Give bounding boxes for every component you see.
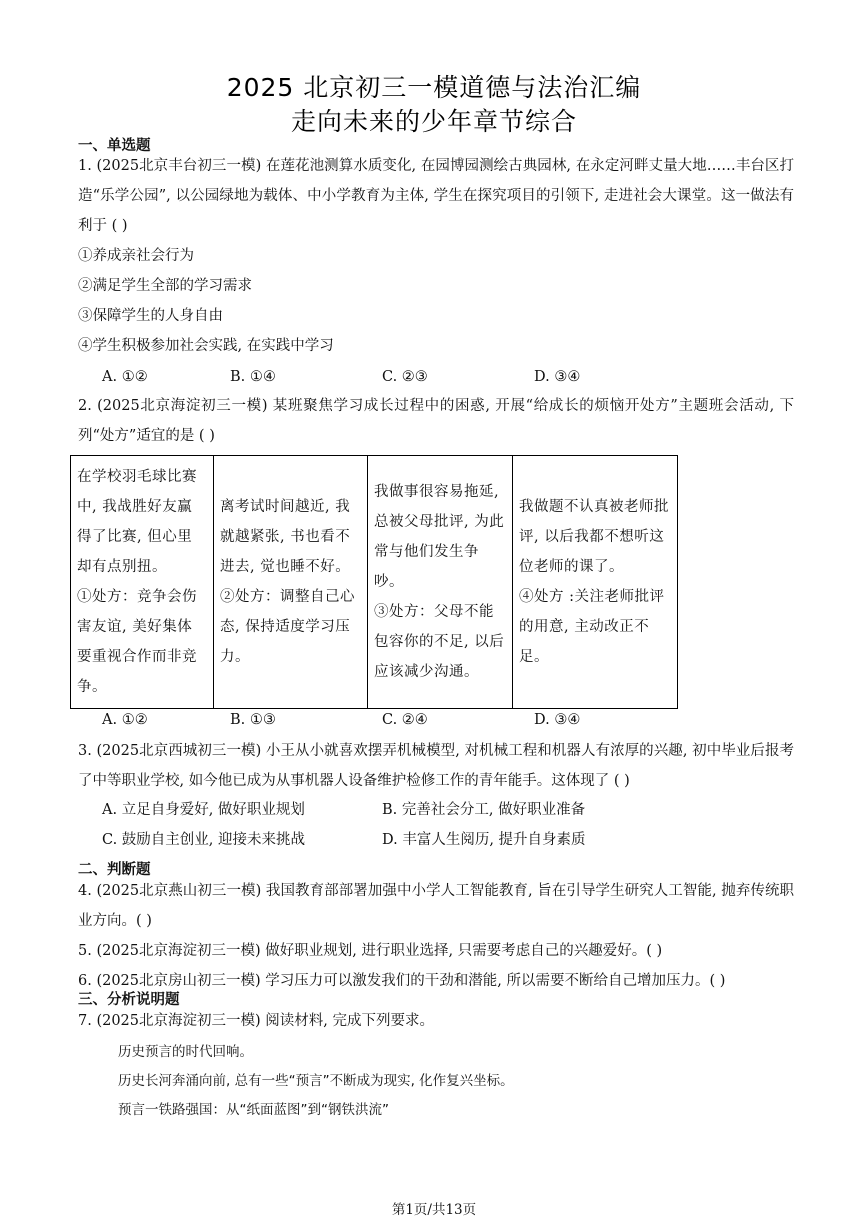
section-heading-analysis: 三、分析说明题 bbox=[78, 992, 180, 1008]
question-1-option-c: C. ②③ bbox=[382, 369, 428, 385]
cell-advice: ②处方：调整自己心态, 保持适度学习压力。 bbox=[220, 589, 355, 665]
question-3-option-d: D. 丰富人生阅历, 提升自身素质 bbox=[382, 832, 586, 848]
table-cell bbox=[368, 456, 513, 709]
question-2-option-b: B. ①③ bbox=[230, 712, 276, 728]
question-1-item: ①养成亲社会行为 bbox=[78, 248, 194, 264]
cell-advice: ①处方：竞争会伤害友谊, 美好集体要重视合作而非竞争。 bbox=[77, 589, 197, 695]
question-7-stem: 7. (2025北京海淀初三一模) 阅读材料, 完成下列要求。 bbox=[78, 1013, 434, 1029]
table-cell bbox=[214, 456, 368, 709]
question-3-option-b: B. 完善社会分工, 做好职业准备 bbox=[382, 802, 586, 818]
question-6-stem: 6. (2025北京房山初三一模) 学习压力可以激发我们的干劲和潜能, 所以需要不断给自己增加压力。( ) bbox=[78, 973, 726, 989]
question-1-stem: 1. (2025北京丰台初三一模) 在莲花池测算水质变化, 在园博园测绘古典园林, 在永定河畔丈量大地……丰台区打造“乐学公园”, 以公园绿地为载体、中小学教育为主体, 学生在探究项目的引领下, 走进社会大课堂。这一做法有利于 ( ) bbox=[78, 158, 794, 234]
cell-advice: ④处方 :关注老师批评的用意, 主动改正不足。 bbox=[519, 589, 665, 665]
question-3-option-c: C. 鼓励自主创业, 迎接未来挑战 bbox=[102, 832, 306, 848]
question-4-stem: 4. (2025北京燕山初三一模) 我国教育部部署加强中小学人工智能教育, 旨在引导学生研究人工智能, 抛弃传统职业方向。( ) bbox=[78, 883, 794, 929]
cell-advice: ③处方：父母不能包容你的不足, 以后应该减少沟通。 bbox=[374, 604, 505, 680]
question-2-option-c: C. ②④ bbox=[382, 712, 428, 728]
question-2-option-d: D. ③④ bbox=[534, 712, 581, 728]
question-1-option-d: D. ③④ bbox=[534, 369, 581, 385]
table-cell bbox=[513, 456, 678, 709]
question-1-option-b: B. ①④ bbox=[230, 369, 276, 385]
question-2-option-a: A. ①② bbox=[102, 712, 148, 728]
page-number: 第1页/共13页 bbox=[391, 1202, 477, 1218]
question-1-item: ②满足学生全部的学习需求 bbox=[78, 278, 252, 294]
material-paragraph: 历史预言的时代回响。 bbox=[118, 1044, 253, 1060]
question-3-option-a: A. 立足自身爱好, 做好职业规划 bbox=[102, 802, 305, 818]
cell-problem: 我做事很容易拖延, 总被父母批评, 为此常与他们发生争吵。 bbox=[374, 484, 505, 590]
cell-problem: 我做题不认真被老师批评, 以后我都不想听这位老师的课了。 bbox=[519, 499, 669, 575]
material-paragraph: 历史长河奔涌向前, 总有一些“预言”不断成为现实, 化作复兴坐标。 bbox=[118, 1073, 514, 1089]
cell-problem: 离考试时间越近, 我就越紧张, 书也看不进去, 觉也睡不好。 bbox=[220, 499, 351, 575]
question-1-option-a: A. ①② bbox=[102, 369, 148, 385]
question-1-item: ④学生积极参加社会实践, 在实践中学习 bbox=[78, 338, 334, 354]
cell-problem: 在学校羽毛球比赛中, 我战胜好友赢得了比赛, 但心里却有点别扭。 bbox=[77, 469, 197, 575]
question-5-stem: 5. (2025北京海淀初三一模) 做好职业规划, 进行职业选择, 只需要考虑自己的兴趣爱好。( ) bbox=[78, 943, 663, 959]
question-2-table bbox=[70, 455, 678, 709]
question-1-item: ③保障学生的人身自由 bbox=[78, 308, 223, 324]
question-3-stem: 3. (2025北京西城初三一模) 小王从小就喜欢摆弄机械模型, 对机械工程和机器人有浓厚的兴趣, 初中毕业后报考了中等职业学校, 如今他已成为从事机器人设备维护检修工作的青年能手。这体现了 ( ) bbox=[78, 743, 794, 789]
section-heading-single-choice: 一、单选题 bbox=[78, 138, 151, 154]
section-heading-true-false: 二、判断题 bbox=[78, 862, 151, 878]
document-subtitle: 走向未来的少年章节综合 bbox=[290, 107, 577, 136]
table-cell bbox=[71, 456, 214, 709]
material-paragraph: 预言一铁路强国：从“纸面蓝图”到“钢铁洪流” bbox=[118, 1102, 389, 1118]
document-title: 2025 北京初三一模道德与法治汇编 bbox=[226, 73, 642, 102]
question-2-stem: 2. (2025北京海淀初三一模) 某班聚焦学习成长过程中的困惑, 开展“给成长的烦恼开处方”主题班会活动, 下列“处方”适宜的是 ( ) bbox=[78, 398, 794, 444]
